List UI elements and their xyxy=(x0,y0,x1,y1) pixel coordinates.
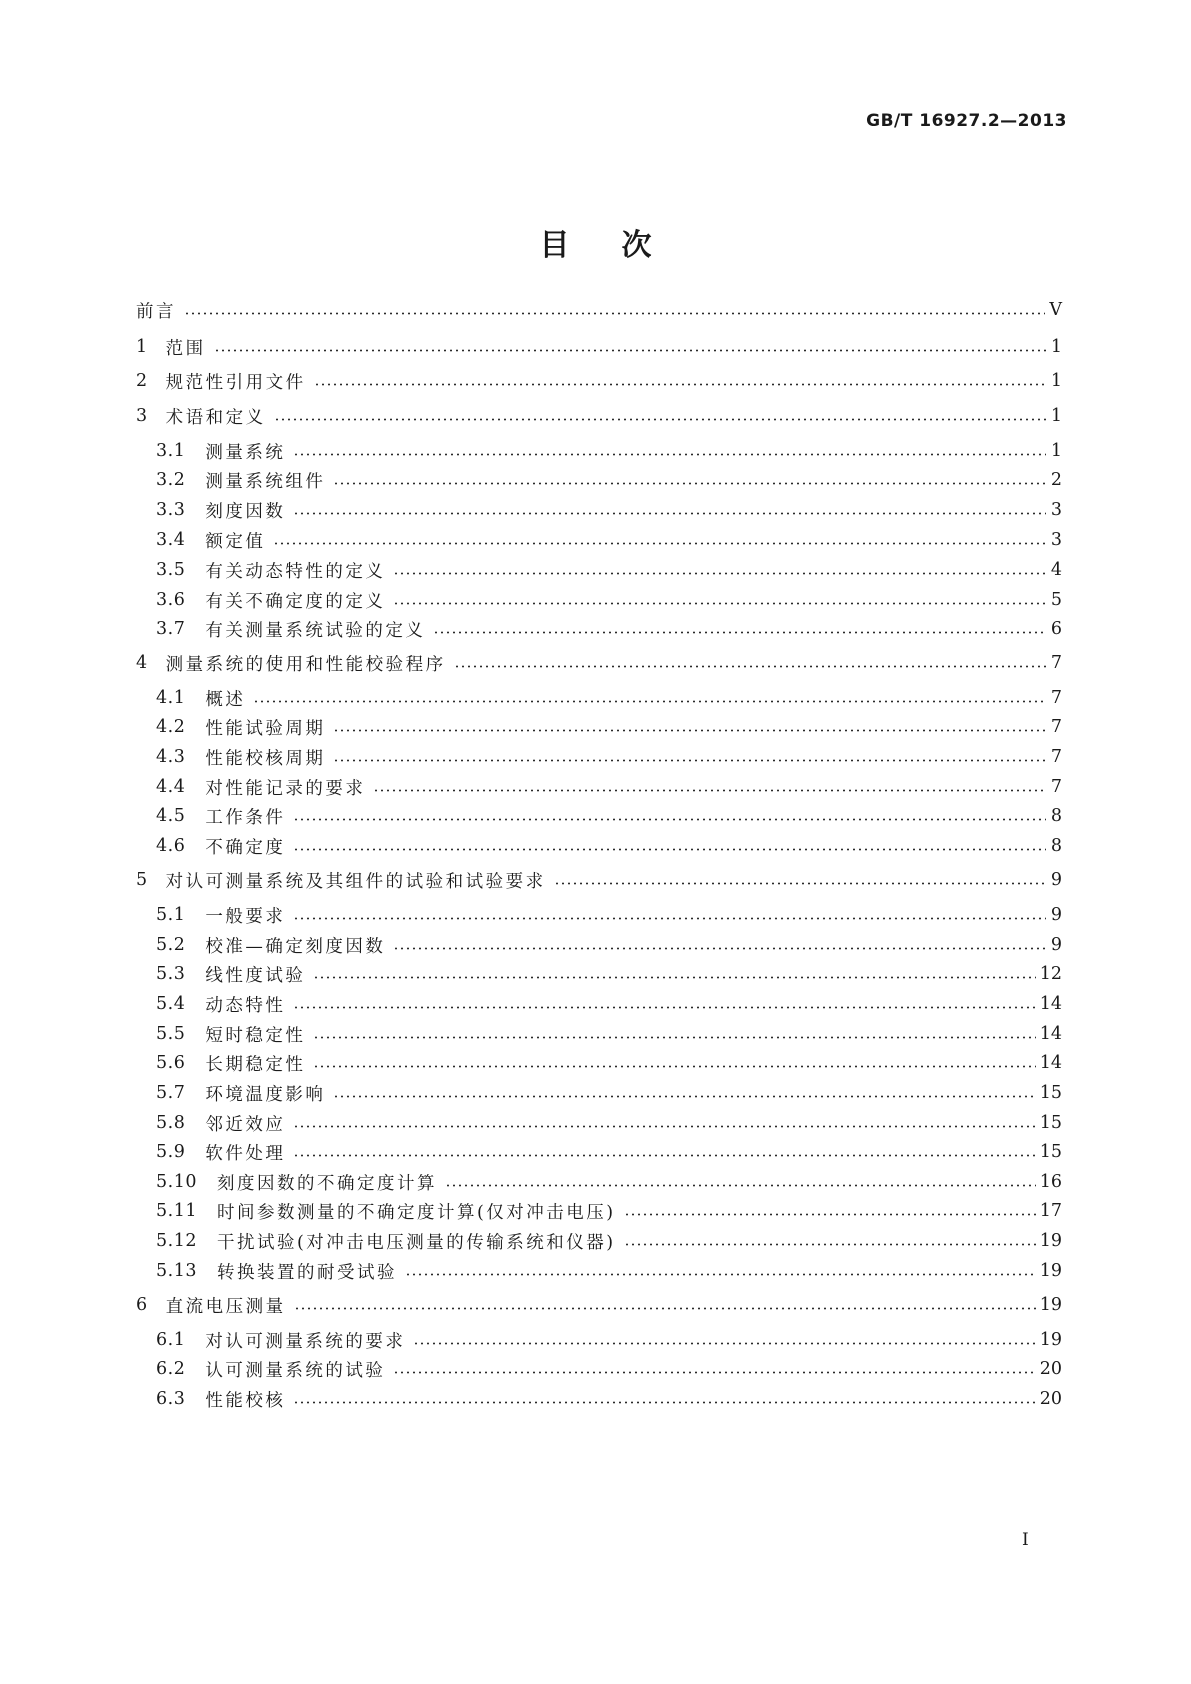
toc-leader-dots xyxy=(454,665,1046,668)
toc-entry-label: 性能校核 xyxy=(205,1390,286,1411)
toc-leader-dots xyxy=(393,1371,1035,1374)
toc-entry-page: 14 xyxy=(1039,994,1062,1014)
toc-entry-label: 时间参数测量的不确定度计算(仅对冲击电压) xyxy=(216,1202,616,1223)
toc-entry-label: 对性能记录的要求 xyxy=(205,778,366,799)
toc-entry-page: 3 xyxy=(1050,500,1062,520)
toc-entry-page: 15 xyxy=(1039,1113,1062,1133)
toc-entry-number: 3.7 xyxy=(156,619,186,639)
toc-entry[interactable] xyxy=(156,834,1062,858)
toc-entry[interactable] xyxy=(156,439,1062,463)
toc-leader-dots xyxy=(293,512,1046,515)
toc-entry[interactable] xyxy=(136,404,1062,428)
toc-entry-label: 额定值 xyxy=(205,531,266,552)
toc-entry-page: 7 xyxy=(1050,747,1062,767)
page-number: I xyxy=(1022,1530,1029,1550)
toc-entry-label: 有关测量系统试验的定义 xyxy=(205,620,426,641)
toc-entry-number: 5.5 xyxy=(156,1024,186,1044)
toc-entry-label: 认可测量系统的试验 xyxy=(205,1360,386,1381)
toc-entry-label: 对认可测量系统的要求 xyxy=(205,1331,406,1352)
toc-entry-page: 14 xyxy=(1039,1053,1062,1073)
toc-entry[interactable] xyxy=(156,1229,1062,1253)
toc-leader-dots xyxy=(293,848,1046,851)
toc-entry-page: 7 xyxy=(1050,717,1062,737)
toc-entry-page: 15 xyxy=(1039,1083,1062,1103)
toc-entry-number: 5.9 xyxy=(156,1142,186,1162)
toc-entry-label: 前言 xyxy=(136,301,176,322)
toc-entry-page: 7 xyxy=(1050,777,1062,797)
toc-entry-label: 直流电压测量 xyxy=(165,1296,286,1317)
toc-entry-number: 3.1 xyxy=(156,441,186,461)
toc-entry-label: 范围 xyxy=(165,338,206,359)
toc-entry-label: 转换装置的耐受试验 xyxy=(216,1262,397,1283)
toc-entry[interactable] xyxy=(156,745,1062,769)
toc-entry-page: 9 xyxy=(1050,870,1062,890)
toc-entry-number: 6.1 xyxy=(156,1330,186,1350)
toc-entry-page: 1 xyxy=(1050,337,1062,357)
toc-entry-label: 性能试验周期 xyxy=(205,718,326,739)
toc-leader-dots xyxy=(413,1342,1035,1345)
toc-leader-dots xyxy=(624,1243,1036,1246)
toc-entry-label: 有关不确定度的定义 xyxy=(205,591,386,612)
toc-entry-page: 7 xyxy=(1050,688,1062,708)
toc-entry-number: 6 xyxy=(136,1295,148,1315)
toc-entry-label: 对认可测量系统及其组件的试验和试验要求 xyxy=(165,871,546,892)
toc-entry-number: 6.2 xyxy=(156,1359,186,1379)
toc-entry-label: 概述 xyxy=(205,689,246,710)
toc-entry[interactable] xyxy=(156,992,1062,1016)
toc-entry-number: 4.2 xyxy=(156,717,186,737)
toc-entry-number: 1 xyxy=(136,337,148,357)
toc-entry-number: 5.7 xyxy=(156,1083,186,1103)
toc-entry-number: 2 xyxy=(136,371,148,391)
toc-entry[interactable] xyxy=(156,1259,1062,1283)
toc-entry-page: 7 xyxy=(1050,653,1062,673)
toc-entry-number: 5.4 xyxy=(156,994,186,1014)
toc-entry-page: 6 xyxy=(1050,619,1062,639)
toc-leader-dots xyxy=(273,542,1046,545)
toc-leader-dots xyxy=(214,349,1046,352)
title-char-2: 次 xyxy=(621,228,652,263)
toc-entry-label: 测量系统的使用和性能校验程序 xyxy=(165,654,446,675)
toc-entry-page: 16 xyxy=(1039,1172,1062,1192)
toc-entry-page: 12 xyxy=(1039,964,1062,984)
toc-entry-number: 3 xyxy=(136,406,148,426)
toc-leader-dots xyxy=(393,947,1046,950)
toc-leader-dots xyxy=(293,818,1046,821)
toc-entry[interactable] xyxy=(156,1022,1062,1046)
toc-entry[interactable] xyxy=(156,1387,1062,1411)
toc-entry-number: 4.5 xyxy=(156,806,186,826)
toc-entry-number: 5.1 xyxy=(156,905,186,925)
toc-entry-label: 动态特性 xyxy=(205,995,286,1016)
toc-leader-dots xyxy=(333,1095,1035,1098)
toc-leader-dots xyxy=(393,602,1046,605)
toc-entry-label: 长期稳定性 xyxy=(205,1054,306,1075)
toc-entry[interactable] xyxy=(156,617,1062,641)
toc-entry[interactable] xyxy=(136,868,1062,892)
toc-entry-label: 线性度试验 xyxy=(205,965,306,986)
toc-entry[interactable] xyxy=(156,468,1062,492)
toc-leader-dots xyxy=(293,1006,1035,1009)
toc-entry[interactable] xyxy=(156,1081,1062,1105)
toc-entry-page: 19 xyxy=(1039,1231,1062,1251)
toc-entry-page: 15 xyxy=(1039,1142,1062,1162)
toc-entry-label: 工作条件 xyxy=(205,807,286,828)
toc-entry[interactable] xyxy=(156,1111,1062,1135)
toc-leader-dots xyxy=(313,1036,1035,1039)
toc-entry[interactable] xyxy=(156,775,1062,799)
toc-entry-page: 1 xyxy=(1050,371,1062,391)
toc-leader-dots xyxy=(293,1401,1035,1404)
toc-entry-page: 5 xyxy=(1050,590,1062,610)
toc-entry[interactable] xyxy=(156,498,1062,522)
toc-entry-label: 软件处理 xyxy=(205,1143,286,1164)
toc-leader-dots xyxy=(373,789,1046,792)
toc-entry-number: 3.5 xyxy=(156,560,186,580)
toc-entry-number: 6.3 xyxy=(156,1389,186,1409)
toc-entry-page: 8 xyxy=(1050,806,1062,826)
toc-entry-number: 3.6 xyxy=(156,590,186,610)
toc-entry-number: 5.6 xyxy=(156,1053,186,1073)
toc-entry-label: 性能校核周期 xyxy=(205,748,326,769)
toc-entry-number: 3.3 xyxy=(156,500,186,520)
toc-leader-dots xyxy=(333,729,1046,732)
toc-leader-dots xyxy=(253,700,1046,703)
toc-entry-number: 5.13 xyxy=(156,1261,197,1281)
toc-leader-dots xyxy=(293,1125,1035,1128)
toc-entry-number: 4.3 xyxy=(156,747,186,767)
toc-entry-label: 邻近效应 xyxy=(205,1114,286,1135)
toc-entry-page: 1 xyxy=(1050,406,1062,426)
toc-entry-label: 刻度因数 xyxy=(205,501,286,522)
toc-entry-number: 4 xyxy=(136,653,148,673)
toc-leader-dots xyxy=(184,312,1045,315)
toc-entry-label: 术语和定义 xyxy=(165,407,266,428)
toc-entry-page: Ⅴ xyxy=(1049,300,1062,320)
toc-entry-label: 规范性引用文件 xyxy=(165,372,306,393)
toc-leader-dots xyxy=(405,1273,1036,1276)
toc-entry-label: 测量系统 xyxy=(205,442,286,463)
toc-entry-label: 测量系统组件 xyxy=(205,471,326,492)
toc-entry-label: 一般要求 xyxy=(205,906,286,927)
toc-entry[interactable] xyxy=(156,588,1062,612)
toc-entry-label: 不确定度 xyxy=(205,837,286,858)
toc-entry-number: 5.12 xyxy=(156,1231,197,1251)
toc-leader-dots xyxy=(293,917,1046,920)
toc-entry-number: 5.2 xyxy=(156,935,186,955)
title-char-1: 目 xyxy=(539,228,570,263)
toc-entry[interactable] xyxy=(156,1357,1062,1381)
toc-entry-page: 17 xyxy=(1039,1201,1062,1221)
toc-entry[interactable] xyxy=(156,686,1062,710)
toc-entry-number: 5.8 xyxy=(156,1113,186,1133)
toc-leader-dots xyxy=(294,1307,1036,1310)
toc-entry[interactable] xyxy=(156,558,1062,582)
toc-entry[interactable] xyxy=(136,651,1062,675)
toc-entry-page: 19 xyxy=(1039,1330,1062,1350)
toc-entry[interactable] xyxy=(156,1328,1062,1352)
toc-entry-label: 干扰试验(对冲击电压测量的传输系统和仪器) xyxy=(216,1232,616,1253)
toc-entry-number: 5 xyxy=(136,870,148,890)
toc-entry[interactable] xyxy=(156,1170,1062,1194)
toc-entry[interactable] xyxy=(156,528,1062,552)
toc-entry[interactable] xyxy=(136,1293,1062,1317)
toc-entry[interactable] xyxy=(156,1140,1062,1164)
toc-entry-page: 20 xyxy=(1039,1389,1062,1409)
toc-leader-dots xyxy=(293,1154,1035,1157)
toc-entry[interactable] xyxy=(136,298,1062,322)
toc-leader-dots xyxy=(445,1184,1036,1187)
toc-entry[interactable] xyxy=(156,804,1062,828)
toc-leader-dots xyxy=(433,631,1046,634)
toc-entry[interactable] xyxy=(156,1199,1062,1223)
toc-leader-dots xyxy=(293,453,1046,456)
toc-entry-page: 20 xyxy=(1039,1359,1062,1379)
toc-leader-dots xyxy=(274,418,1046,421)
toc-entry-number: 5.11 xyxy=(156,1201,197,1221)
toc-entry[interactable] xyxy=(156,1051,1062,1075)
toc-entry[interactable] xyxy=(156,933,1062,957)
toc-leader-dots xyxy=(333,482,1046,485)
toc-entry-page: 14 xyxy=(1039,1024,1062,1044)
toc-leader-dots xyxy=(554,882,1046,885)
toc-entry-page: 4 xyxy=(1050,560,1062,580)
toc-entry[interactable] xyxy=(156,715,1062,739)
toc-entry-label: 短时稳定性 xyxy=(205,1025,306,1046)
toc-entry-page: 9 xyxy=(1050,905,1062,925)
toc-entry[interactable] xyxy=(136,335,1062,359)
toc-leader-dots xyxy=(624,1213,1036,1216)
toc-entry-number: 4.4 xyxy=(156,777,186,797)
toc-entry-page: 3 xyxy=(1050,530,1062,550)
toc-entry-label: 刻度因数的不确定度计算 xyxy=(216,1173,437,1194)
toc-entry-number: 4.6 xyxy=(156,836,186,856)
toc-leader-dots xyxy=(314,383,1046,386)
toc-entry-number: 3.4 xyxy=(156,530,186,550)
toc-leader-dots xyxy=(393,572,1046,575)
toc-entry[interactable] xyxy=(156,962,1062,986)
toc-entry-page: 8 xyxy=(1050,836,1062,856)
toc-entry[interactable] xyxy=(136,369,1062,393)
toc-leader-dots xyxy=(313,1065,1035,1068)
toc-entry-page: 19 xyxy=(1039,1295,1062,1315)
toc-entry-number: 5.3 xyxy=(156,964,186,984)
toc-entry-page: 9 xyxy=(1050,935,1062,955)
toc-leader-dots xyxy=(333,759,1046,762)
toc-leader-dots xyxy=(313,976,1035,979)
toc-entry-label: 环境温度影响 xyxy=(205,1084,326,1105)
toc-entry-page: 19 xyxy=(1039,1261,1062,1281)
document-id: GB/T 16927.2—2013 xyxy=(866,111,1067,131)
toc-entry[interactable] xyxy=(156,903,1062,927)
toc-entry-label: 有关动态特性的定义 xyxy=(205,561,386,582)
toc-entry-page: 1 xyxy=(1050,441,1062,461)
toc-entry-label: 校准—确定刻度因数 xyxy=(205,936,386,957)
toc-entry-number: 5.10 xyxy=(156,1172,197,1192)
toc-entry-page: 2 xyxy=(1050,470,1062,490)
toc-entry-number: 3.2 xyxy=(156,470,186,490)
toc-entry-number: 4.1 xyxy=(156,688,186,708)
